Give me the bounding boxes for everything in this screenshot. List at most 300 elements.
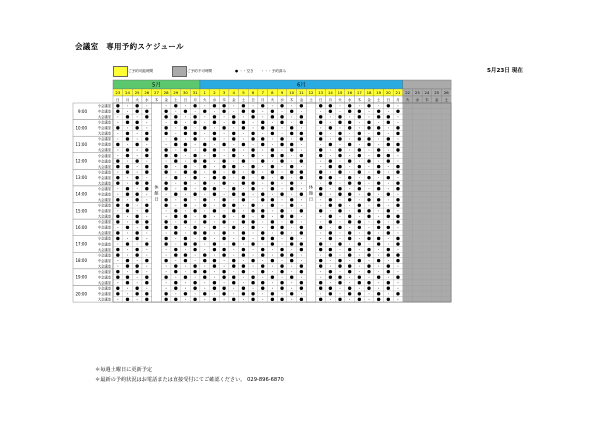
schedule-cell [403,208,413,214]
free-mark [398,266,399,267]
booked-dot [290,187,293,190]
booked-dot [329,270,332,273]
free-mark [320,111,321,112]
booked-dot [367,104,370,107]
booked-dot [261,126,264,129]
free-mark [398,177,399,178]
booked-dot [116,165,119,168]
room-label: 大会議室 [97,264,111,269]
weekday-label: 水 [415,98,420,103]
date-label: 10 [289,90,295,96]
booked-dot [242,121,245,124]
free-mark [262,155,263,156]
free-mark [262,111,263,112]
free-mark [224,244,225,245]
free-mark [262,116,263,117]
booked-dot [377,275,380,278]
free-mark [262,299,263,300]
free-mark [127,233,128,234]
booked-dot [338,264,341,267]
free-mark [272,282,273,283]
free-mark [175,172,176,173]
booked-dot [184,292,187,295]
room-label: 小会議室 [97,186,111,191]
booked-dot [387,287,390,290]
room-label: 中会議室 [97,225,111,230]
schedule-cell [441,247,451,253]
booked-dot [338,209,341,212]
date-label: 21 [395,90,401,96]
booked-dot [396,143,399,146]
booked-dot [251,132,254,135]
booked-dot [116,248,119,251]
schedule-cell [422,269,432,275]
schedule-cell [412,297,422,303]
booked-dot [213,259,216,262]
schedule-cell [441,225,451,231]
weekday-label: 水 [280,98,284,103]
booked-dot [184,132,187,135]
schedule-cell [412,252,422,258]
free-mark [127,288,128,289]
free-mark [224,227,225,228]
booked-dot [290,148,293,151]
booked-dot [338,193,341,196]
booked-dot [232,165,235,168]
booked-dot [174,264,177,267]
booked-dot [135,231,138,234]
booked-dot [290,242,293,245]
free-mark [320,271,321,272]
booked-dot [348,193,351,196]
schedule-cell [441,236,451,242]
booked-dot [251,298,254,301]
free-mark [282,238,283,239]
booked-dot [164,292,167,295]
free-mark [340,161,341,162]
free-mark [349,155,350,156]
booked-dot [367,215,370,218]
booked-dot [261,193,264,196]
schedule-cell [412,164,422,170]
booked-dot [251,115,254,118]
booked-dot [184,165,187,168]
booked-dot [358,209,361,212]
schedule-cell [403,180,413,186]
free-mark [166,138,167,139]
booked-dot [280,176,283,179]
booked-dot [387,209,390,212]
booked-dot [145,209,148,212]
free-mark [359,122,360,123]
free-mark [378,266,379,267]
schedule-cell [422,131,432,137]
schedule-cell [412,274,422,280]
free-mark [214,271,215,272]
free-mark [378,161,379,162]
booked-dot [251,110,254,113]
booked-dot [222,204,225,207]
schedule-cell [441,120,451,126]
booked-dot [242,110,245,113]
free-mark [137,188,138,189]
free-mark [359,271,360,272]
booked-dot [213,132,216,135]
weekday-label: 金 [299,98,304,103]
free-mark [349,172,350,173]
booked-dot [271,226,274,229]
free-mark [340,105,341,106]
booked-dot [213,115,216,118]
booked-dot [164,226,167,229]
booked-dot [174,121,177,124]
weekday-label: 日 [183,98,188,103]
booked-dot [271,298,274,301]
free-mark [224,172,225,173]
booked-dot [290,143,293,146]
booked-dot [242,126,245,129]
free-mark [340,111,341,112]
free-mark [127,249,128,250]
free-mark [262,166,263,167]
booked-dot [203,204,206,207]
schedule-cell [441,175,451,181]
booked-dot [222,198,225,201]
free-mark [388,238,389,239]
free-mark [369,244,370,245]
schedule-cell [432,274,442,280]
schedule-cell [432,109,442,115]
schedule-cell [441,147,451,153]
schedule-cell [403,164,413,170]
time-label: 14:00 [75,191,87,197]
booked-dot [358,148,361,151]
free-mark [253,271,254,272]
schedule-cell [412,186,422,192]
free-mark [185,161,186,162]
booked-dot [290,220,293,223]
booked-dot [396,292,399,295]
booked-dot [164,181,167,184]
booked-dot [145,204,148,207]
free-mark [166,288,167,289]
booked-dot [126,187,129,190]
weekday-label: 火 [202,98,207,103]
free-mark [146,194,147,195]
free-mark [262,277,263,278]
booked-dot [280,287,283,290]
schedule-cell [432,175,442,181]
booked-dot [280,121,283,124]
weekday-label: 日 [116,98,120,103]
booked-dot [377,181,380,184]
time-label: 16:00 [75,224,87,230]
date-label: 30 [183,90,188,96]
schedule-cell [422,103,432,109]
booked-dot [116,231,119,234]
free-mark [175,260,176,261]
date-label: 4 [232,90,235,96]
free-mark [398,233,399,234]
free-mark [166,255,167,256]
booked-dot [116,181,119,184]
booked-dot [290,181,293,184]
free-mark [291,227,292,228]
schedule-cell [422,252,432,258]
free-mark [195,183,196,184]
free-mark [166,122,167,123]
weekday-label: 金 [434,98,439,103]
booked-dot [232,137,235,140]
booked-dot [367,143,370,146]
booked-dot [271,237,274,240]
free-mark [272,105,273,106]
schedule-cell [441,158,451,164]
free-mark [127,255,128,256]
free-mark [291,161,292,162]
booked-dot [222,237,225,240]
schedule-cell [432,247,442,253]
booked-dot [367,270,370,273]
weekday-label: 木 [425,98,429,103]
booked-dot [300,226,303,229]
free-mark [388,188,389,189]
free-mark [340,216,341,217]
booked-dot [184,275,187,278]
schedule-cell [412,258,422,264]
booked-dot [164,165,167,168]
booked-dot [396,148,399,151]
free-mark [359,177,360,178]
free-mark [378,138,379,139]
free-mark [340,233,341,234]
booked-dot [222,215,225,218]
booked-dot [164,259,167,262]
booked-dot [290,275,293,278]
free-mark [243,282,244,283]
free-mark [137,227,138,228]
room-label: 中会議室 [97,258,111,263]
free-mark [359,105,360,106]
free-mark [127,177,128,178]
free-mark [253,122,254,123]
booked-dot [329,104,332,107]
booked-dot [338,121,341,124]
booked-dot [300,193,303,196]
free-mark [253,177,254,178]
schedule-cell [441,114,451,120]
booked-dot [232,259,235,262]
booked-dot [135,270,138,273]
booked-dot [145,181,148,184]
booked-dot [377,115,380,118]
booked-dot [232,121,235,124]
free-mark [301,238,302,239]
free-mark [224,282,225,283]
booked-dot [319,154,322,157]
free-mark [146,288,147,289]
free-mark [166,271,167,272]
weekday-label: 火 [338,98,342,103]
booked-dot [174,137,177,140]
free-mark [388,133,389,134]
booked-dot [203,275,206,278]
free-mark [340,177,341,178]
booked-dot [213,154,216,157]
free-mark [224,133,225,134]
free-mark [185,116,186,117]
booked-dot [358,165,361,168]
free-mark [349,277,350,278]
free-mark [185,271,186,272]
free-mark [253,144,254,145]
booked-dot [184,126,187,129]
free-mark [146,216,147,217]
schedule-cell [441,186,451,192]
booked-dot [377,148,380,151]
booked-dot [242,104,245,107]
schedule-cell [403,258,413,264]
booked-dot [251,292,254,295]
time-label: 18:00 [75,258,87,264]
schedule-cell [403,219,413,225]
room-label: 小会議室 [97,220,111,225]
free-mark [185,194,186,195]
free-mark [330,155,331,156]
booked-dot [193,193,196,196]
booked-dot [377,170,380,173]
time-label: 20:00 [75,291,87,297]
weekday-label: 木 [222,98,226,103]
booked-dot [251,181,254,184]
free-mark [369,260,370,261]
free-mark [369,116,370,117]
schedule-cell [441,263,451,269]
free-mark [195,293,196,294]
booked-dot [396,259,399,262]
booked-dot [271,126,274,129]
booked-dot [358,137,361,140]
room-label: 中会議室 [97,292,111,297]
booked-dot [145,298,148,301]
schedule-cell [441,252,451,258]
booked-dot [396,132,399,135]
date-label: 8 [271,90,274,96]
free-mark [378,177,379,178]
date-label: 31 [192,90,198,96]
booked-dot [184,237,187,240]
free-mark [320,238,321,239]
booked-dot [213,193,216,196]
room-label: 大会議室 [97,297,111,302]
booked-dot [203,253,206,256]
free-mark [233,161,234,162]
free-mark [369,155,370,156]
free-mark [214,199,215,200]
booked-dot [145,165,148,168]
booked-dot [116,292,119,295]
booked-dot [280,104,283,107]
booked-dot [348,264,351,267]
room-label: 大会議室 [97,148,111,153]
date-label: 19 [376,90,382,96]
date-label: 9 [280,90,284,96]
schedule-cell [432,131,442,137]
free-mark [243,277,244,278]
free-mark [330,282,331,283]
schedule-cell [441,169,451,175]
free-mark [233,233,234,234]
free-mark [301,127,302,128]
free-mark [340,255,341,256]
booked-dot [329,198,332,201]
booked-dot [367,237,370,240]
free-mark [359,144,360,145]
free-mark [398,271,399,272]
free-mark [398,282,399,283]
booked-dot [184,220,187,223]
free-mark [301,166,302,167]
free-mark [166,161,167,162]
free-mark [262,227,263,228]
booked-dot [358,242,361,245]
free-mark [214,255,215,256]
free-mark [282,133,283,134]
booked-dot [348,159,351,162]
weekday-label: 土 [241,98,246,103]
booked-dot [338,187,341,190]
free-mark [320,221,321,222]
booked-dot [290,170,293,173]
closed-day-label: 館 [308,190,314,196]
booked-dot [251,165,254,168]
free-mark [137,133,138,134]
schedule-cell [441,136,451,142]
free-mark [166,210,167,211]
booked-dot [135,121,138,124]
booked-dot [174,281,177,284]
booked-dot [338,204,341,207]
booked-dot [271,198,274,201]
room-label: 小会議室 [97,120,111,125]
booked-dot [319,259,322,262]
booked-dot [126,148,129,151]
booked-dot [164,126,167,129]
booked-dot [367,264,370,267]
free-mark [204,299,205,300]
booked-dot [164,170,167,173]
booked-dot [232,264,235,267]
free-mark [349,133,350,134]
free-mark [253,194,254,195]
schedule-cell [412,131,422,137]
booked-dot [367,159,370,162]
booked-dot [280,143,283,146]
booked-dot [126,115,129,118]
room-label: 中会議室 [97,192,111,197]
booked-dot [242,143,245,146]
free-mark [185,233,186,234]
booked-dot [271,204,274,207]
booked-dot [300,176,303,179]
booked-dot [319,193,322,196]
booked-dot [280,231,283,234]
weekday-label: 水 [347,98,352,103]
booked-dot [338,259,341,262]
schedule-cell [403,147,413,153]
booked-dot [145,148,148,151]
booked-dot [280,154,283,157]
